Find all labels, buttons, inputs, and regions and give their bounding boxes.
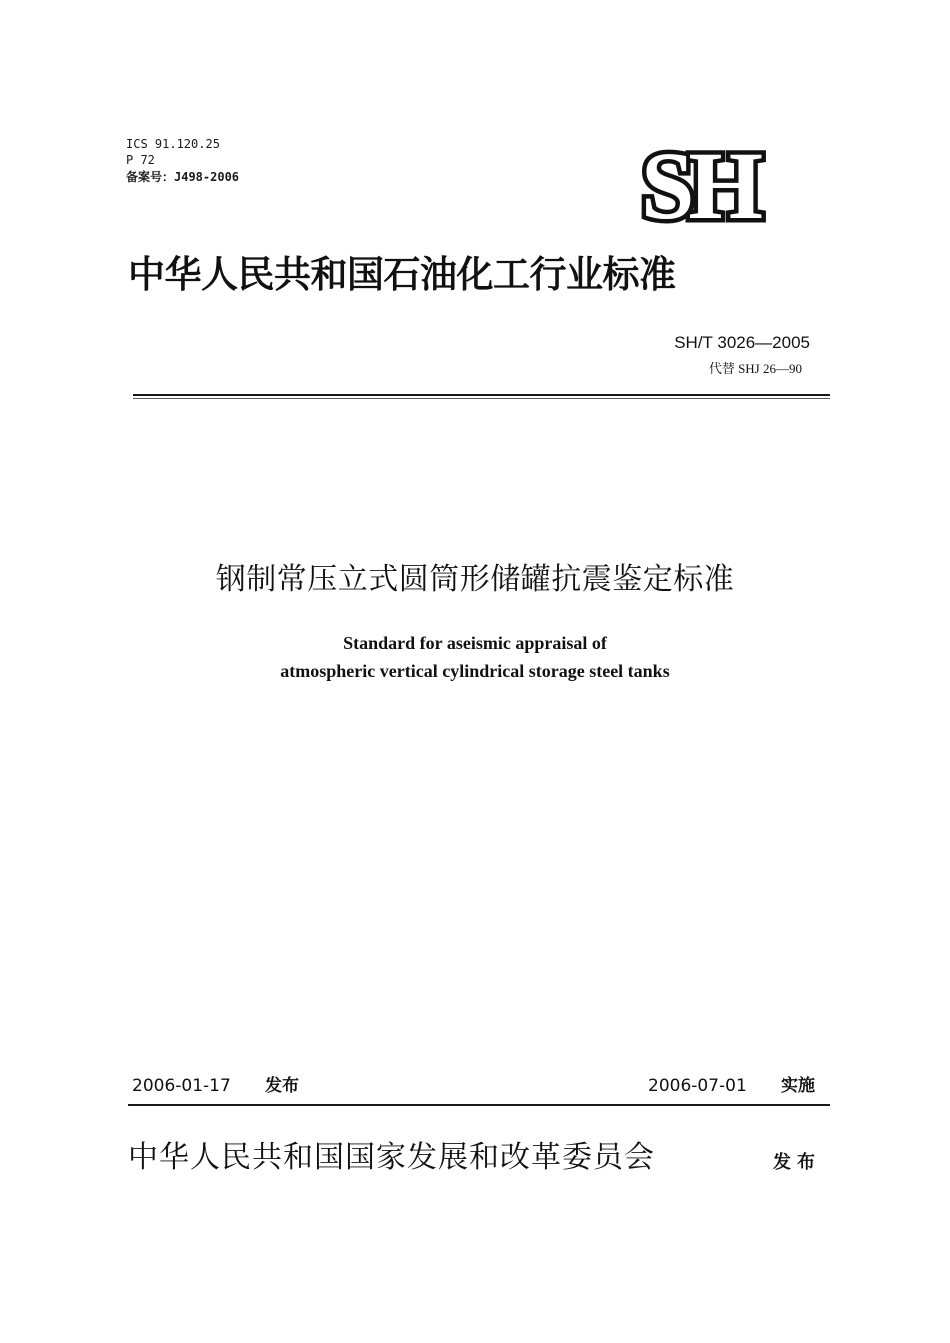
implementation-label: 实施 xyxy=(781,1076,815,1096)
standard-replaces: 代替 SHJ 26—90 xyxy=(708,361,802,376)
issue-date: 2006-01-17 xyxy=(132,1076,231,1096)
header-divider-thin xyxy=(133,398,830,399)
publish-label: 发布 xyxy=(773,1152,821,1173)
sh-logo-text: SH xyxy=(640,144,758,226)
standard-code: SH/T 3026—2005 xyxy=(674,333,810,352)
publisher-name: 中华人民共和国国家发展和改革委员会 xyxy=(128,1140,655,1175)
ics-code: ICS 91.120.25 xyxy=(126,137,220,151)
header-divider xyxy=(133,394,830,396)
p-code: P 72 xyxy=(126,153,155,167)
industry-standard-title: 中华人民共和国石油化工行业标准 xyxy=(128,253,676,296)
document-title-english-line2: atmospheric vertical cylindrical storage steel tanks xyxy=(280,661,670,681)
footer-divider xyxy=(128,1104,830,1106)
filing-number: 备案号：J498-2006 xyxy=(126,170,240,184)
issue-label: 发布 xyxy=(265,1076,299,1096)
sh-logo xyxy=(612,144,786,226)
document-title-chinese: 钢制常压立式圆筒形储罐抗震鉴定标准 xyxy=(215,562,735,597)
implementation-date: 2006-07-01 xyxy=(648,1076,747,1096)
document-title-english-line1: Standard for aseismic appraisal of xyxy=(343,633,607,653)
